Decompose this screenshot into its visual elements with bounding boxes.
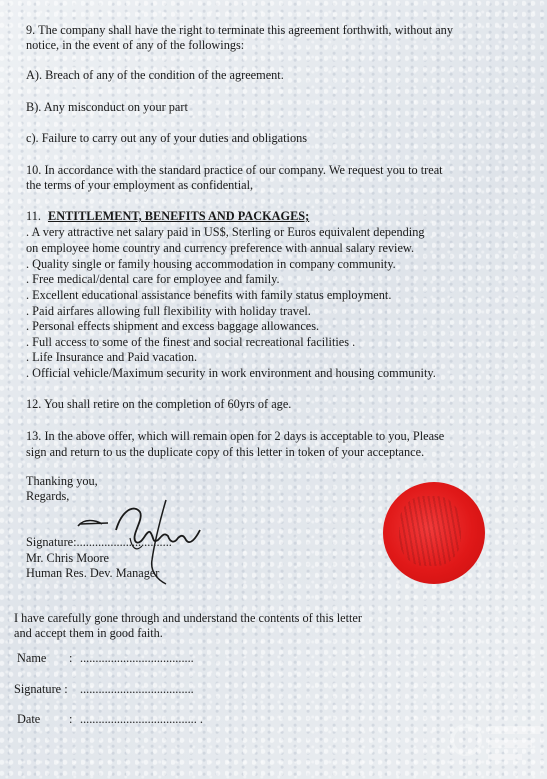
- benefit-item: . Quality single or family housing accommodation in company community.: [26, 257, 396, 271]
- date-label: Date: [17, 712, 41, 726]
- handwritten-signature: [70, 490, 220, 590]
- clause-10-line-2: the terms of your employment as confidential,: [26, 178, 254, 192]
- benefit-item: . Official vehicle/Maximum security in work environment and housing community.: [26, 366, 436, 380]
- benefit-item: . A very attractive net salary paid in US$, Sterling or Euros equivalent depending: [26, 225, 425, 239]
- signer-title: Human Res. Dev. Manager: [26, 566, 160, 580]
- clause-9-line-2: notice, in the event of any of the followings:: [26, 38, 245, 52]
- signature-field-label: Signature :: [14, 682, 68, 696]
- benefit-item: on employee home country and currency preference with annual salary review.: [26, 241, 415, 255]
- clause-11-heading: ENTITLEMENT, BENEFITS AND PACKAGES;: [48, 209, 310, 223]
- signature-field-dots: .....................................: [80, 682, 194, 696]
- benefit-item: . Life Insurance and Paid vacation.: [26, 350, 198, 364]
- watermark-logo: [450, 708, 545, 772]
- clause-12: 12. You shall retire on the completion of 60yrs of age.: [26, 397, 292, 411]
- name-separator: :: [69, 651, 73, 665]
- seal-impression: [399, 496, 461, 566]
- clause-11-number: 11.: [26, 209, 41, 223]
- name-field[interactable]: [17, 651, 194, 666]
- clause-13-line-1: 13. In the above offer, which will remain open for 2 days is acceptable to you, Please: [26, 429, 445, 443]
- closing-thanks: Thanking you,: [26, 474, 98, 488]
- date-dots: ...................................... .: [80, 712, 203, 726]
- name-dots: .....................................: [80, 651, 194, 665]
- signature-dots: ...............................: [76, 535, 172, 549]
- benefit-item: . Paid airfares allowing full flexibility with holiday travel.: [26, 304, 311, 318]
- clause-10-line-1: 10. In accordance with the standard practice of our company. We request you to treat: [26, 163, 443, 177]
- clause-9-item-b: B). Any misconduct on your part: [26, 100, 188, 114]
- clause-11-heading-row: [26, 209, 309, 224]
- signature-field[interactable]: [14, 682, 194, 697]
- company-seal: [383, 482, 485, 584]
- signer-name: Mr. Chris Moore: [26, 551, 110, 565]
- name-label: Name: [17, 651, 47, 665]
- clause-9-line-1: 9. The company shall have the right to terminate this agreement forthwith, without any: [26, 23, 453, 37]
- clause-9-item-a: A). Breach of any of the condition of the agreement.: [26, 68, 284, 82]
- benefit-item: . Excellent educational assistance benefits with family status employment.: [26, 288, 392, 302]
- acceptance-line-2: and accept them in good faith.: [14, 626, 163, 640]
- date-field[interactable]: [17, 712, 203, 727]
- date-separator: :: [69, 712, 73, 726]
- acceptance-line-1: I have carefully gone through and understand the contents of this letter: [14, 611, 362, 625]
- clause-13-line-2: sign and return to us the duplicate copy of this letter in token of your acceptance.: [26, 445, 425, 459]
- benefit-item: . Personal effects shipment and excess baggage allowances.: [26, 319, 320, 333]
- benefit-item: . Full access to some of the finest and social recreational facilities .: [26, 335, 356, 349]
- clause-9-item-c: c). Failure to carry out any of your duties and obligations: [26, 131, 308, 145]
- benefit-item: . Free medical/dental care for employee and family.: [26, 272, 280, 286]
- signature-label: Signature:: [26, 535, 77, 549]
- closing-regards: Regards,: [26, 489, 70, 503]
